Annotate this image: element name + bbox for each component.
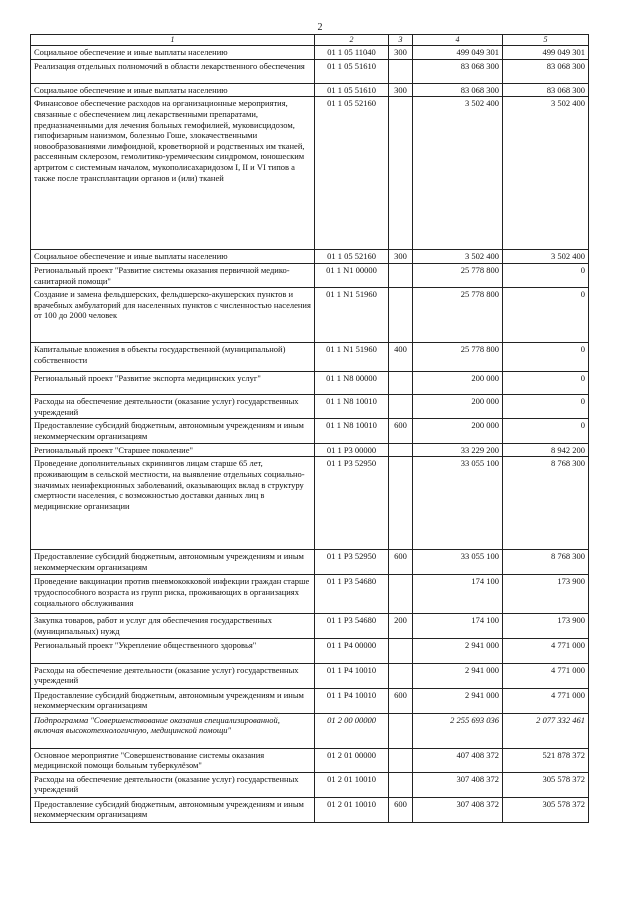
- table-row: [31, 748, 589, 772]
- row-value-2-cell: 307 408 372: [413, 772, 503, 797]
- table-row: [31, 713, 589, 748]
- row-value-3-cell: 83 068 300: [503, 59, 589, 83]
- row-code-cell: 01 1 N8 00000: [315, 372, 389, 395]
- table-row: [31, 343, 589, 372]
- row-value-3-cell: 0: [503, 343, 589, 372]
- row-vr-cell: [389, 748, 413, 772]
- row-value-2-cell: 25 778 800: [413, 343, 503, 372]
- row-vr-cell: 600: [389, 797, 413, 822]
- row-code-cell: 01 1 P3 00000: [315, 443, 389, 457]
- row-name-cell: Социальное обеспечение и иные выплаты населению: [31, 46, 315, 60]
- row-name-cell: Финансовое обеспечение расходов на организационные мероприятия, связанные с обеспечением лиц лекарственными препаратами, предназначенными для лечения больных гемофилией, муковисцидозом, гипофизарным нанизмом, болезнью Гоше, злокачественными новообразованиями лимфоидной, кроветворной и родственных им тканей, рассеянным склерозом, гемолитико-уремическим синдромом, юношеским артритом с системным началом, мукополисахаридозом I, II и VI типов а также после трансплантации органов и (или) тканей: [31, 97, 315, 250]
- column-header: 4: [413, 35, 503, 46]
- row-code-cell: 01 1 P4 10010: [315, 663, 389, 688]
- table-header-row: [31, 35, 589, 46]
- row-name-cell: Региональный проект "Укрепление общественного здоровья": [31, 638, 315, 663]
- row-name-cell: Предоставление субсидий бюджетным, автономным учреждениям и иным некоммерческим организациям: [31, 688, 315, 713]
- row-value-3-cell: 8 768 300: [503, 457, 589, 550]
- row-vr-cell: [389, 575, 413, 614]
- row-vr-cell: [389, 372, 413, 395]
- row-value-3-cell: 3 502 400: [503, 97, 589, 250]
- row-name-cell: Основное мероприятие "Совершенствование системы оказания медицинской помощи больным туберкулёзом": [31, 748, 315, 772]
- row-vr-cell: [389, 772, 413, 797]
- row-code-cell: 01 1 P4 00000: [315, 638, 389, 663]
- row-value-3-cell: 173 900: [503, 614, 589, 638]
- column-header: 5: [503, 35, 589, 46]
- row-value-2-cell: 2 941 000: [413, 663, 503, 688]
- row-vr-cell: [389, 395, 413, 419]
- row-value-2-cell: 174 100: [413, 614, 503, 638]
- table-row: [31, 638, 589, 663]
- row-code-cell: 01 1 P3 52950: [315, 550, 389, 575]
- row-name-cell: Предоставление субсидий бюджетным, автономным учреждениям и иным некоммерческим организациям: [31, 797, 315, 822]
- row-name-cell: Расходы на обеспечение деятельности (оказание услуг) государственных учреждений: [31, 395, 315, 419]
- table-row: [31, 772, 589, 797]
- row-name-cell: Капитальные вложения в объекты государственной (муниципальной) собственности: [31, 343, 315, 372]
- row-value-3-cell: 173 900: [503, 575, 589, 614]
- row-value-2-cell: 2 941 000: [413, 638, 503, 663]
- row-vr-cell: 200: [389, 614, 413, 638]
- row-vr-cell: [389, 713, 413, 748]
- row-value-2-cell: 33 055 100: [413, 457, 503, 550]
- column-header: 2: [315, 35, 389, 46]
- row-vr-cell: [389, 263, 413, 287]
- row-vr-cell: 600: [389, 688, 413, 713]
- row-value-3-cell: 0: [503, 372, 589, 395]
- row-value-3-cell: 3 502 400: [503, 250, 589, 264]
- row-name-cell: Предоставление субсидий бюджетным, автономным учреждениям и иным некоммерческим организациям: [31, 550, 315, 575]
- table-row: [31, 288, 589, 343]
- table-row: [31, 59, 589, 83]
- row-value-2-cell: 200 000: [413, 395, 503, 419]
- table-row: [31, 550, 589, 575]
- row-code-cell: 01 2 00 00000: [315, 713, 389, 748]
- row-code-cell: 01 1 05 51610: [315, 83, 389, 97]
- row-name-cell: Создание и замена фельдшерских, фельдшерско-акушерских пунктов и врачебных амбулаторий для населенных пунктов с численностью населения от 100 до 2000 человек: [31, 288, 315, 343]
- row-value-3-cell: 521 878 372: [503, 748, 589, 772]
- row-value-2-cell: 25 778 800: [413, 288, 503, 343]
- row-code-cell: 01 1 N1 51960: [315, 343, 389, 372]
- row-value-3-cell: 2 077 332 461: [503, 713, 589, 748]
- table-row: [31, 83, 589, 97]
- table-row: [31, 457, 589, 550]
- row-code-cell: 01 1 N8 10010: [315, 419, 389, 443]
- row-value-3-cell: 8 768 300: [503, 550, 589, 575]
- table-row: [31, 250, 589, 264]
- row-code-cell: 01 1 05 52160: [315, 250, 389, 264]
- table-row: [31, 372, 589, 395]
- row-value-2-cell: 200 000: [413, 372, 503, 395]
- row-value-2-cell: 83 068 300: [413, 83, 503, 97]
- row-value-3-cell: 0: [503, 419, 589, 443]
- row-value-3-cell: 4 771 000: [503, 663, 589, 688]
- row-code-cell: 01 1 N1 00000: [315, 263, 389, 287]
- row-vr-cell: [389, 638, 413, 663]
- page-number: 2: [317, 22, 323, 33]
- row-value-3-cell: 499 049 301: [503, 46, 589, 60]
- table-row: [31, 46, 589, 60]
- row-code-cell: 01 1 P3 52950: [315, 457, 389, 550]
- row-code-cell: 01 2 01 00000: [315, 748, 389, 772]
- row-value-2-cell: 25 778 800: [413, 263, 503, 287]
- row-name-cell: Закупка товаров, работ и услуг для обеспечения государственных (муниципальных) нужд: [31, 614, 315, 638]
- row-vr-cell: 300: [389, 250, 413, 264]
- row-code-cell: 01 1 05 51610: [315, 59, 389, 83]
- row-name-cell: Социальное обеспечение и иные выплаты населению: [31, 250, 315, 264]
- row-name-cell: Проведение дополнительных скринингов лицам старше 65 лет, проживающим в сельской местности, на выявление отдельных социально-значимых неинфекционных заболеваний, оказывающих вклад в структуру смертности населения, с возможностью доставки данных лиц в медицинские организации: [31, 457, 315, 550]
- row-code-cell: 01 2 01 10010: [315, 772, 389, 797]
- row-code-cell: 01 1 N1 51960: [315, 288, 389, 343]
- row-value-2-cell: 2 941 000: [413, 688, 503, 713]
- row-value-3-cell: 83 068 300: [503, 83, 589, 97]
- row-value-3-cell: 0: [503, 395, 589, 419]
- row-value-2-cell: 307 408 372: [413, 797, 503, 822]
- row-name-cell: Проведение вакцинации против пневмококковой инфекции граждан старше трудоспособного возраста из групп риска, проживающих в организациях социального обслуживания: [31, 575, 315, 614]
- row-value-2-cell: 2 255 693 036: [413, 713, 503, 748]
- row-name-cell: Реализация отдельных полномочий в области лекарственного обеспечения: [31, 59, 315, 83]
- row-vr-cell: 600: [389, 550, 413, 575]
- table-row: [31, 797, 589, 822]
- row-name-cell: Социальное обеспечение и иные выплаты населению: [31, 83, 315, 97]
- row-value-2-cell: 499 049 301: [413, 46, 503, 60]
- row-vr-cell: [389, 443, 413, 457]
- row-vr-cell: [389, 288, 413, 343]
- row-vr-cell: [389, 663, 413, 688]
- row-name-cell: Региональный проект "Развитие экспорта медицинских услуг": [31, 372, 315, 395]
- row-code-cell: 01 1 N8 10010: [315, 395, 389, 419]
- row-code-cell: 01 1 05 11040: [315, 46, 389, 60]
- row-value-3-cell: 4 771 000: [503, 688, 589, 713]
- row-value-3-cell: 305 578 372: [503, 772, 589, 797]
- column-header: 1: [31, 35, 315, 46]
- row-value-3-cell: 0: [503, 263, 589, 287]
- row-value-2-cell: 407 408 372: [413, 748, 503, 772]
- row-vr-cell: 600: [389, 419, 413, 443]
- table-row: [31, 443, 589, 457]
- row-value-2-cell: 3 502 400: [413, 97, 503, 250]
- table-row: [31, 263, 589, 287]
- table-row: [31, 688, 589, 713]
- table-row: [31, 419, 589, 443]
- table-row: [31, 663, 589, 688]
- row-vr-cell: 300: [389, 46, 413, 60]
- column-header: 3: [389, 35, 413, 46]
- row-name-cell: Предоставление субсидий бюджетным, автономным учреждениям и иным некоммерческим организациям: [31, 419, 315, 443]
- row-value-3-cell: 0: [503, 288, 589, 343]
- row-value-2-cell: 200 000: [413, 419, 503, 443]
- row-value-2-cell: 174 100: [413, 575, 503, 614]
- row-value-2-cell: 3 502 400: [413, 250, 503, 264]
- row-vr-cell: 300: [389, 83, 413, 97]
- row-vr-cell: 400: [389, 343, 413, 372]
- table-row: [31, 575, 589, 614]
- row-code-cell: 01 2 01 10010: [315, 797, 389, 822]
- row-vr-cell: [389, 59, 413, 83]
- row-name-cell: Подпрограмма "Совершенствование оказания специализированной, включая высокотехнологичную, медицинской помощи": [31, 713, 315, 748]
- table-row: [31, 614, 589, 638]
- row-value-3-cell: 305 578 372: [503, 797, 589, 822]
- row-name-cell: Расходы на обеспечение деятельности (оказание услуг) государственных учреждений: [31, 663, 315, 688]
- budget-table: [30, 34, 589, 823]
- row-code-cell: 01 1 P3 54680: [315, 575, 389, 614]
- table-row: [31, 395, 589, 419]
- row-vr-cell: [389, 97, 413, 250]
- row-value-3-cell: 8 942 200: [503, 443, 589, 457]
- row-code-cell: 01 1 P3 54680: [315, 614, 389, 638]
- row-code-cell: 01 1 05 52160: [315, 97, 389, 250]
- table-body: [31, 46, 589, 823]
- row-code-cell: 01 1 P4 10010: [315, 688, 389, 713]
- row-name-cell: Расходы на обеспечение деятельности (оказание услуг) государственных учреждений: [31, 772, 315, 797]
- row-value-2-cell: 33 229 200: [413, 443, 503, 457]
- row-value-2-cell: 33 055 100: [413, 550, 503, 575]
- row-value-3-cell: 4 771 000: [503, 638, 589, 663]
- row-vr-cell: [389, 457, 413, 550]
- row-name-cell: Региональный проект "Развитие системы оказания первичной медико-санитарной помощи": [31, 263, 315, 287]
- table-row: [31, 97, 589, 250]
- row-value-2-cell: 83 068 300: [413, 59, 503, 83]
- row-name-cell: Региональный проект "Старшее поколение": [31, 443, 315, 457]
